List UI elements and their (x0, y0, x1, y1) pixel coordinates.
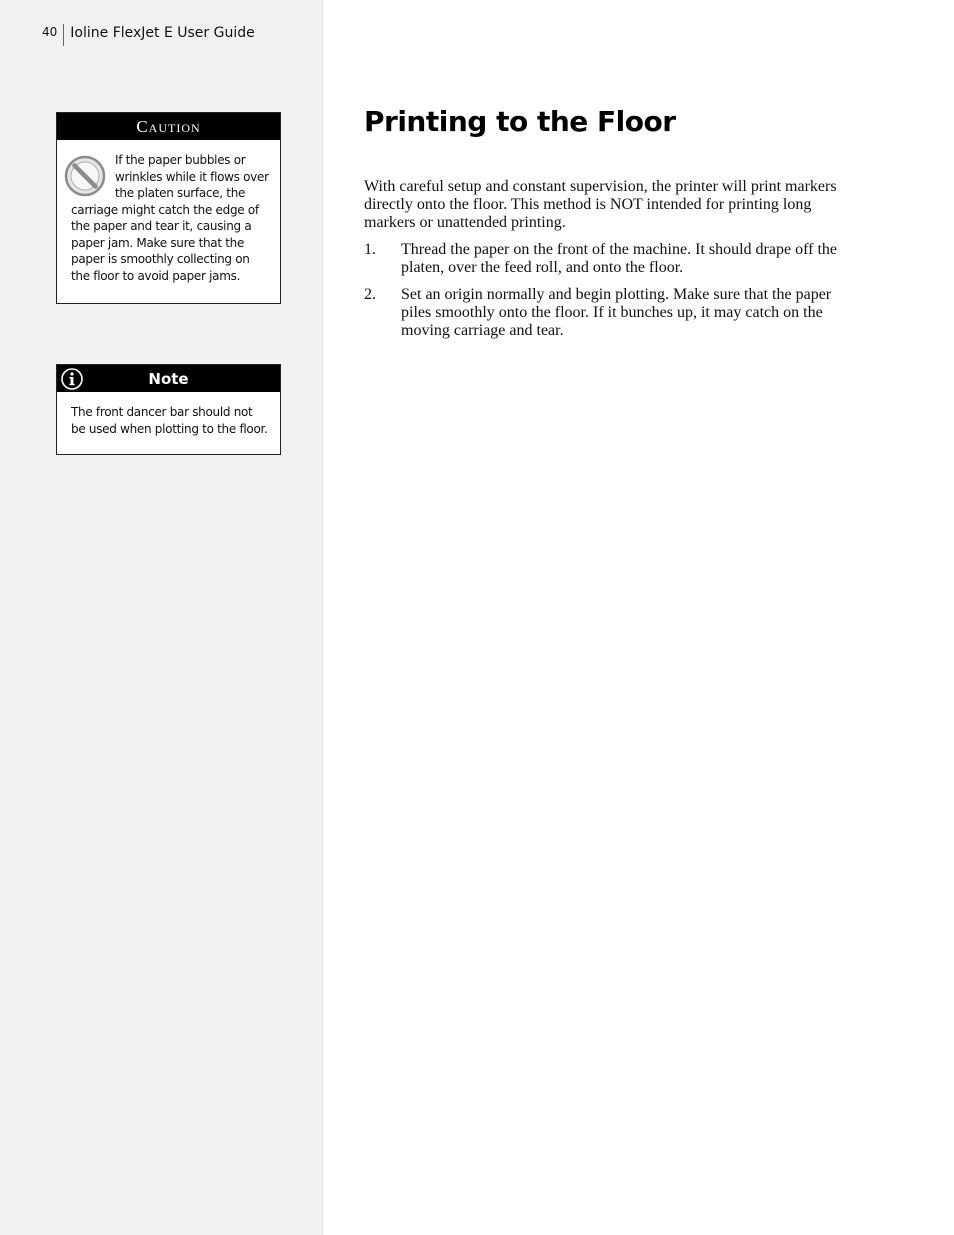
caution-header (57, 113, 280, 140)
caution-text: If the paper bubbles or wrinkles while it flows over the platen surface, the carriage might catch the edge of the paper and tear it, causing a paper jam. Make sure that the paper is smoothly collecting on the floor to avoid paper jams. (71, 153, 269, 283)
page-title: Printing to the Floor (364, 105, 676, 138)
steps-list (364, 241, 844, 340)
list-item (364, 286, 844, 340)
step-text: Thread the paper on the front of the machine. It should drape off the platen, over the feed roll, and onto the floor. (401, 241, 837, 276)
document-title: Ioline FlexJet E User Guide (70, 25, 255, 41)
caution-box (56, 112, 281, 304)
note-box (56, 364, 281, 455)
caution-body (57, 140, 280, 284)
note-header (57, 365, 280, 392)
intro-paragraph: With careful setup and constant supervision, the printer will print markers directly onto the floor. This method is NOT intended for printing long markers or unattended printing. (364, 178, 837, 231)
note-title: Note (148, 369, 189, 388)
step-text: Set an origin normally and begin plotting. Make sure that the paper piles smoothly onto the floor. If it bunches up, it may catch on the moving carriage and tear. (401, 286, 832, 339)
prohibition-icon (63, 154, 107, 198)
main-content (364, 100, 844, 349)
page-number: 40 (42, 25, 58, 39)
step-number: 1. (364, 241, 376, 258)
step-number: 2. (364, 286, 376, 303)
note-body (57, 392, 280, 437)
header-divider (63, 24, 64, 46)
info-icon (60, 367, 84, 391)
sidebar (0, 0, 323, 1235)
list-item (364, 241, 844, 277)
note-text: The front dancer bar should not be used when plotting to the floor. (71, 405, 268, 436)
running-header (42, 24, 255, 48)
caution-title: Caution (136, 116, 201, 136)
